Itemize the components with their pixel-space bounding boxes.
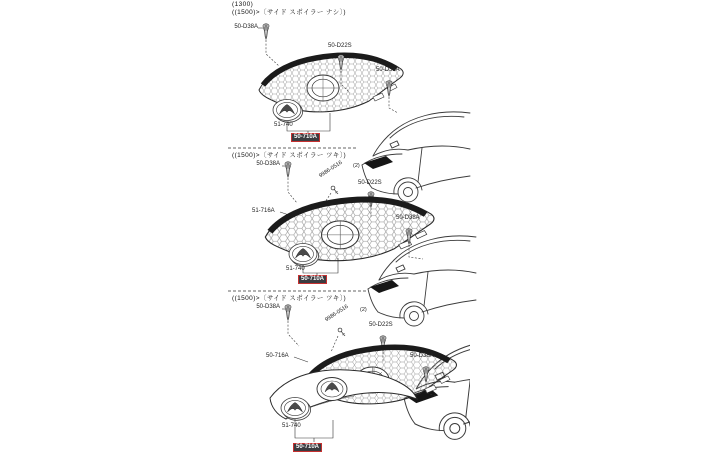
part-ref-label[interactable]: 50-D38A (376, 67, 400, 73)
part-ref-label[interactable]: 50-D38A (410, 353, 434, 359)
leader-line (389, 97, 398, 113)
bolt-icon (285, 162, 291, 177)
leader-line (294, 357, 308, 362)
part-ref-label[interactable]: 50-716A (266, 353, 289, 359)
section-3-illustration (270, 305, 456, 442)
part-ref-label[interactable]: 50-D22S (328, 43, 352, 49)
part-qty-label: (2) (353, 163, 360, 169)
section-1-header-line-1: (1300) (232, 1, 254, 8)
part-qty-label: (2) (360, 307, 367, 313)
section-3-header-line-1: ((1500)>〔サイド スポイラー ツキ〕) (232, 295, 347, 302)
part-ref-label[interactable]: 50-D38A (396, 215, 420, 221)
part-ref-label[interactable]: 50-D22S (369, 322, 393, 328)
clip-icon (337, 327, 346, 336)
part-ref-label[interactable]: 51-716A (252, 208, 275, 214)
leader-line (331, 336, 338, 352)
part-ref-label[interactable]: 9986-0516 (318, 159, 344, 180)
highlighted-part-ref[interactable]: 50-710A (291, 133, 320, 142)
leader-line (288, 178, 297, 203)
highlighted-part-ref[interactable]: 50-710A (298, 275, 327, 284)
part-ref-label[interactable]: 50-D22S (358, 180, 382, 186)
leader-line (288, 321, 299, 346)
part-ref-label[interactable]: 9986-0516 (324, 303, 350, 324)
clip-icon (330, 185, 339, 194)
section-1-illustration (258, 24, 403, 134)
part-ref-label[interactable]: 50-D38A (256, 304, 280, 310)
part-ref-label[interactable]: 50-D38A (256, 161, 280, 167)
leader-line (266, 40, 279, 66)
part-ref-label[interactable]: 51-740 (282, 423, 301, 429)
part-ref-label[interactable]: 51-740 (286, 266, 305, 272)
car-silhouette (362, 112, 470, 202)
section-1-header-line-2: ((1500)>〔サイド スポイラー ナシ〕) (232, 9, 346, 16)
section-2-header-line-1: ((1500)>〔サイド スポイラー ツキ〕) (232, 152, 347, 159)
bolt-icon (263, 24, 269, 39)
highlighted-part-ref[interactable]: 50-710A (293, 443, 322, 452)
part-ref-label[interactable]: 50-D38A (234, 24, 258, 30)
part-ref-label[interactable]: 51-740 (274, 122, 293, 128)
bolt-icon (285, 305, 291, 320)
